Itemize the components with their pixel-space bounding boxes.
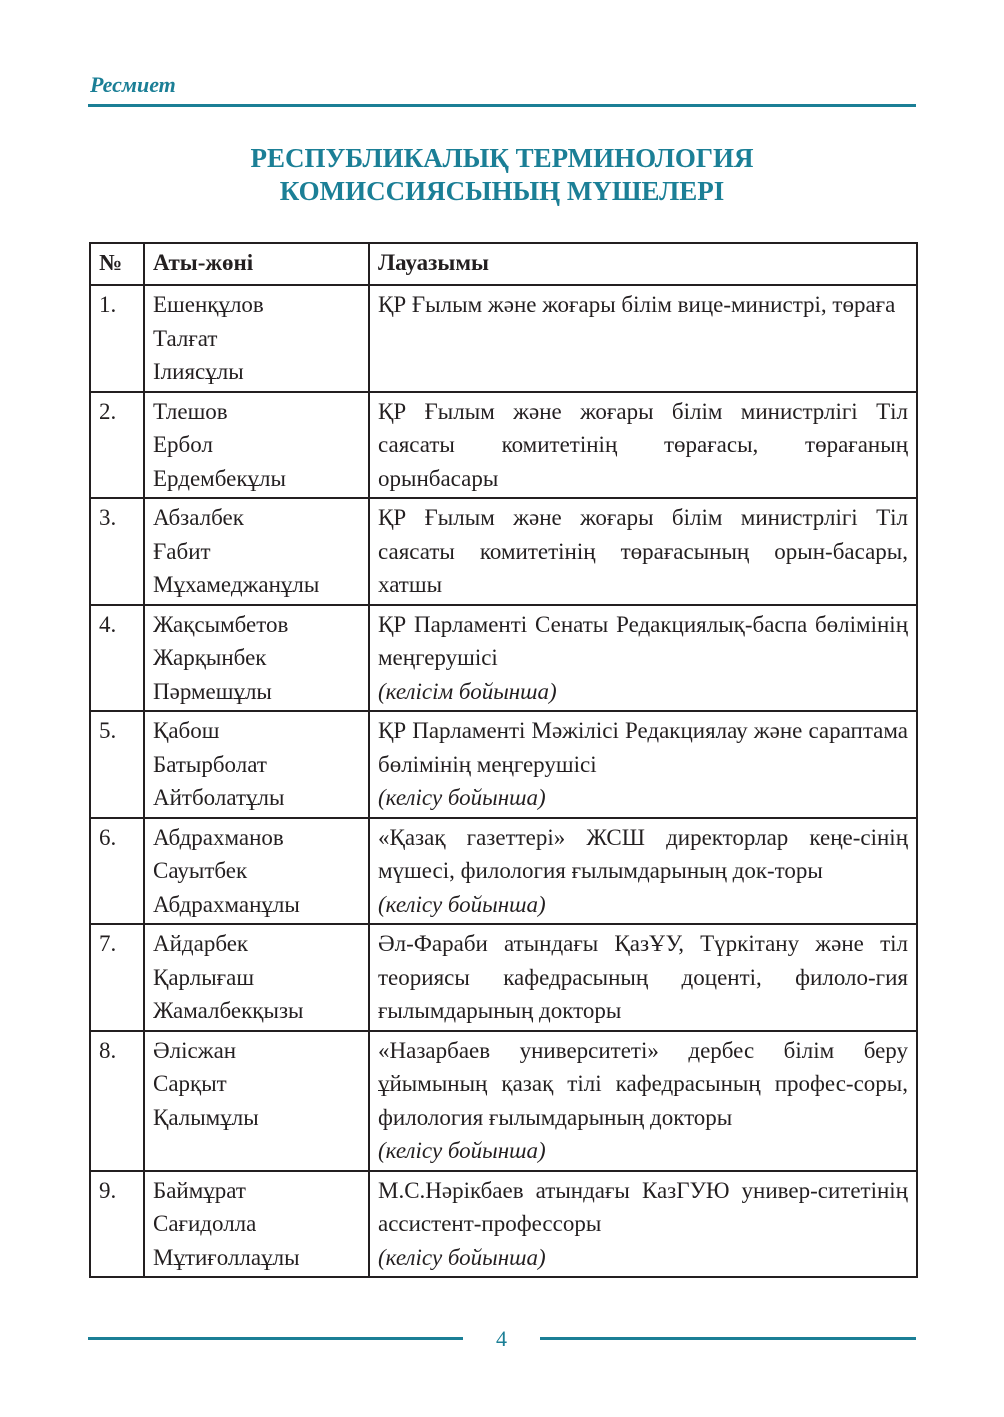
member-name bbox=[144, 818, 369, 925]
member-name-part: Жақсымбетов bbox=[153, 611, 289, 637]
table-row bbox=[90, 711, 917, 818]
footer-rule-right bbox=[540, 1337, 916, 1340]
member-name-part: Әлісжан bbox=[153, 1037, 237, 1063]
member-name-part: Ердембекұлы bbox=[153, 465, 286, 491]
agreement-note: (келісу бойынша) bbox=[378, 1138, 546, 1163]
member-name bbox=[144, 605, 369, 712]
position-text: М.С.Нәрікбаев атындағы КазГУЮ универ-ситетінің ассистент-профессоры bbox=[378, 1177, 908, 1236]
table-row bbox=[90, 392, 917, 499]
member-position bbox=[369, 818, 917, 925]
member-name bbox=[144, 1031, 369, 1171]
members-table bbox=[89, 242, 918, 1278]
member-name-part: Қабош bbox=[153, 718, 220, 743]
table-header-row bbox=[90, 243, 917, 285]
member-position bbox=[369, 605, 917, 712]
member-name-part: Айдарбек bbox=[153, 931, 249, 956]
row-number: 7. bbox=[90, 924, 144, 1031]
member-position bbox=[369, 498, 917, 605]
header-name: Аты-жөні bbox=[144, 243, 369, 285]
member-position bbox=[369, 392, 917, 499]
member-position bbox=[369, 1171, 917, 1278]
position-text: ҚР Ғылым және жоғары білім министрлігі Тіл саясаты комитетінің төрағасы, төрағаның орынбасары bbox=[378, 398, 908, 491]
member-name-part: Абдрахманов bbox=[153, 824, 284, 850]
table-row bbox=[90, 1031, 917, 1171]
position-text: ҚР Парламенті Сенаты Редакциялық-баспа бөлімінің меңгерушісі bbox=[378, 611, 908, 670]
member-name bbox=[144, 392, 369, 499]
member-name bbox=[144, 285, 369, 392]
member-name-part: Сарқыт bbox=[153, 1071, 227, 1096]
member-name-part: Абдрахманұлы bbox=[153, 891, 300, 917]
member-name-part: Пәрмешұлы bbox=[153, 678, 272, 704]
member-position bbox=[369, 924, 917, 1031]
member-name-part: Баймұрат bbox=[153, 1177, 246, 1203]
agreement-note: (келісу бойынша) bbox=[378, 891, 546, 917]
member-name bbox=[144, 711, 369, 818]
member-name-part: Абзалбек bbox=[153, 505, 244, 530]
row-number: 8. bbox=[90, 1031, 144, 1171]
member-position bbox=[369, 285, 917, 392]
position-text: «Қазақ газеттері» ЖСШ директорлар кеңе-сінің мүшесі, филология ғылымдарының док-торы bbox=[378, 824, 908, 883]
row-number: 3. bbox=[90, 498, 144, 605]
member-name-part: Айтболатұлы bbox=[153, 785, 285, 810]
footer-rule-left bbox=[88, 1337, 463, 1340]
member-name-part: Қалымұлы bbox=[153, 1104, 259, 1130]
row-number: 1. bbox=[90, 285, 144, 392]
table-row bbox=[90, 605, 917, 712]
member-name-part: Жамалбекқызы bbox=[153, 998, 304, 1023]
table-row bbox=[90, 924, 917, 1031]
title-line-2: КОМИССИЯСЫНЫҢ МҮШЕЛЕРІ bbox=[279, 176, 725, 206]
member-name-part: Ілиясұлы bbox=[153, 359, 244, 384]
header-position: Лауазымы bbox=[369, 243, 917, 285]
page-title bbox=[88, 142, 916, 208]
position-text: ҚР Ғылым және жоғары білім министрлігі Тіл саясаты комитетінің төрағасының орын-басары, хатшы bbox=[378, 505, 908, 597]
member-name bbox=[144, 498, 369, 605]
running-head: Ресмиет bbox=[90, 72, 176, 97]
header-num: № bbox=[90, 243, 144, 285]
member-name-part: Тлешов bbox=[153, 398, 228, 424]
position-text: ҚР Ғылым және жоғары білім вице-министрі, төраға bbox=[378, 292, 896, 317]
member-name-part: Талғат bbox=[153, 325, 218, 351]
member-name-part: Жарқынбек bbox=[153, 645, 267, 670]
member-name bbox=[144, 1171, 369, 1278]
member-name-part: Мұтиғоллаұлы bbox=[153, 1244, 300, 1270]
table-row bbox=[90, 818, 917, 925]
member-name bbox=[144, 924, 369, 1031]
member-name-part: Сауытбек bbox=[153, 858, 248, 883]
header-rule bbox=[88, 104, 916, 107]
position-text: Әл-Фараби атындағы ҚазҰУ, Түркітану және тіл теориясы кафедрасының доценті, филоло-гия ғылымдарының докторы bbox=[378, 931, 908, 1023]
member-name-part: Сағидолла bbox=[153, 1211, 257, 1236]
member-name-part: Мұхамеджанұлы bbox=[153, 572, 320, 597]
row-number: 5. bbox=[90, 711, 144, 818]
position-text: ҚР Парламенті Мәжілісі Редакциялау және сараптама бөлімінің меңгерушісі bbox=[378, 718, 908, 777]
member-name-part: Қарлығаш bbox=[153, 964, 255, 990]
agreement-note: (келісу бойынша) bbox=[378, 1244, 546, 1270]
member-name-part: Ешенқұлов bbox=[153, 292, 264, 317]
position-text: «Назарбаев университеті» дербес білім беру ұйымының қазақ тілі кафедрасының профес-соры, филология ғылымдарының докторы bbox=[378, 1037, 908, 1130]
table-row bbox=[90, 498, 917, 605]
member-name-part: Ғабит bbox=[153, 538, 211, 564]
row-number: 4. bbox=[90, 605, 144, 712]
table-row bbox=[90, 1171, 917, 1278]
agreement-note: (келісім бойынша) bbox=[378, 678, 557, 704]
title-line-1: РЕСПУБЛИКАЛЫҚ ТЕРМИНОЛОГИЯ bbox=[250, 143, 754, 173]
member-position bbox=[369, 1031, 917, 1171]
row-number: 6. bbox=[90, 818, 144, 925]
agreement-note: (келісу бойынша) bbox=[378, 785, 546, 810]
page-number: 4 bbox=[496, 1326, 507, 1351]
row-number: 2. bbox=[90, 392, 144, 499]
table-row bbox=[90, 285, 917, 392]
member-name-part: Батырболат bbox=[153, 751, 267, 777]
member-position bbox=[369, 711, 917, 818]
member-name-part: Ербол bbox=[153, 432, 213, 457]
row-number: 9. bbox=[90, 1171, 144, 1278]
